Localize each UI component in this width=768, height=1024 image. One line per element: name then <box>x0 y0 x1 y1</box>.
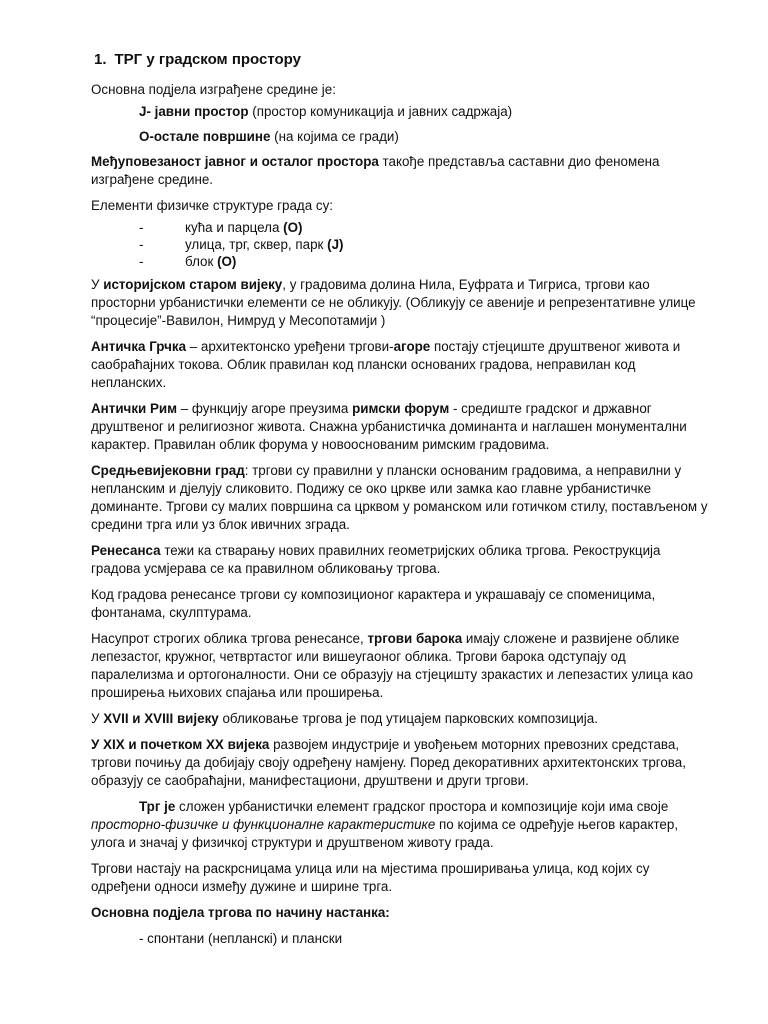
division-other <box>139 128 708 146</box>
term: Средњевијековни град <box>91 463 245 478</box>
section-heading <box>94 50 708 70</box>
intro-paragraph: Основна подјела изграђене средине је: <box>91 82 336 97</box>
greece-paragraph <box>91 338 708 392</box>
term: историјском старом вијеку <box>103 277 283 292</box>
interconnection-paragraph <box>91 153 708 189</box>
list-text: блок <box>185 254 218 269</box>
origin-paragraph: Тргови настају на раскрсницама улица или на мјестима проширивања улица, код којих су одређени односи између дужине и ширине трга. <box>91 861 650 894</box>
term: Трг је <box>139 799 176 814</box>
ancient-paragraph <box>91 276 708 330</box>
term: XVII и XVIII вијеку <box>103 711 219 726</box>
text: Насупрот строгих облика тргова ренесансе, <box>91 631 368 646</box>
interconnection-text: такође представља саставни дио феномена изграђене средине. <box>91 154 660 187</box>
list-item <box>139 236 708 253</box>
c19-20-paragraph <box>91 736 708 790</box>
term: агоре <box>393 339 431 354</box>
term: Антички Рим <box>91 401 178 416</box>
text: постају стјециште друштвеног живота и саобраћајних токова. Облик правилан код плански основаних градова, неправилан код непланских. <box>91 339 681 390</box>
definition-paragraph <box>91 798 708 852</box>
division-public-desc: (простор комуникација и јавних садржаја) <box>248 104 513 119</box>
division-other-term: O-остале површине <box>139 129 271 144</box>
list-dash: - <box>139 254 144 269</box>
medieval-paragraph <box>91 462 708 534</box>
text: имају сложене и развијене облике лепезастог, кружног, четвртастог или вишеугаоног облика. Тргови барока одступају од паралелизма и ортогоналности. Они се образују на стјецишту зракастих и лепезастих улица као проширења њихових спајања или проширења. <box>91 631 694 700</box>
elements-intro: Елементи физичке структуре града су: <box>91 198 333 213</box>
text: У <box>91 277 104 292</box>
text: , у градовима долина Нила, Еуфрата и Тигриса, тргови као просторни урбанистички елементи се не обликују. (Обликују се авеније и репрезентативне улице “процесије”-Вавилон, Нимруд у Месопотамији ) <box>91 277 696 328</box>
division-heading <box>91 904 708 922</box>
division-public <box>139 103 708 121</box>
renaissance-paragraph <box>91 542 708 578</box>
term: Античка Грчка <box>91 339 187 354</box>
c17-18-paragraph <box>91 710 708 728</box>
baroque-paragraph <box>91 630 708 702</box>
text: развојем индустрије и увођењем моторних превозних средстава, тргови почињу да добијају своју одређену намјену. Поред декоративних архитектонских тргова, образују се саобраћајни, манифестациони, друштвени и други тргови. <box>91 737 686 788</box>
interconnection-term: Међуповезаност јавног и осталог простора <box>91 154 379 169</box>
elements-list <box>139 219 708 270</box>
renaissance-paragraph-2: Код градова ренесансе тргови су композиционог карактера и украшавају се споменицима, фонтанама, скулптурама. <box>91 587 656 620</box>
list-dash: - <box>139 237 144 252</box>
text: – функцију агоре преузима <box>177 401 353 416</box>
text: сложен урбанистички елемент градског простора и композиције који има своје <box>175 799 669 814</box>
rome-paragraph <box>91 400 708 454</box>
term: У XIX и почетком XX вијека <box>91 737 270 752</box>
list-mark: (J) <box>327 237 344 252</box>
division-public-term: J- јавни простор <box>139 104 249 119</box>
list-mark: (O) <box>217 254 237 269</box>
term: Ренесанса <box>91 543 161 558</box>
term: римски форум <box>352 401 450 416</box>
text: : тргови су правилни у плански основаним градовима, а неправилни у непланским и дјелују сликовито. Подижу се око цркве или замка као главне урбанистичке доминанте. Тргови су малих површина са црквом у романском или готичком стилу, постављеном у средини трга или уз блок ивичних зграда. <box>91 463 708 532</box>
section-number: 1. <box>94 51 107 68</box>
division-item: - спонтани (непланскі) и плански <box>139 931 343 946</box>
list-mark: (O) <box>283 220 303 235</box>
term: Основна подјела тргова по начину настанка: <box>91 905 390 920</box>
list-item <box>139 253 708 270</box>
list-dash: - <box>139 220 144 235</box>
list-text: кућа и парцела <box>185 220 284 235</box>
text: по којима се одређује његов карактер, улога и значај у физичкој структури и друштвеном животу града. <box>91 817 679 850</box>
term: тргови барока <box>367 631 463 646</box>
text: У <box>91 711 104 726</box>
list-item <box>139 219 708 236</box>
section-title: ТРГ у градском простору <box>114 51 301 68</box>
text: - средиште градског и државног друштвеног и религиозног живота. Снажна урбанистичка доминанта и наглашен монументални карактер. Правилан облик форума у новооснованим римским градовима. <box>91 401 687 452</box>
text: – архитектонско уређени тргови- <box>186 339 394 354</box>
list-text: улица, трг, сквер, парк <box>185 237 328 252</box>
division-other-desc: (на којима се гради) <box>270 129 399 144</box>
text: тежи ка стварању нових правилних геометријских облика тргова. Рекострукција градова усмјерава се ка правилном обликовању тргова. <box>91 543 661 576</box>
text: обликовање тргова је под утицајем парковских композиција. <box>218 711 598 726</box>
emphasis: просторно-физичке и функционалне карактеристике <box>91 817 436 832</box>
